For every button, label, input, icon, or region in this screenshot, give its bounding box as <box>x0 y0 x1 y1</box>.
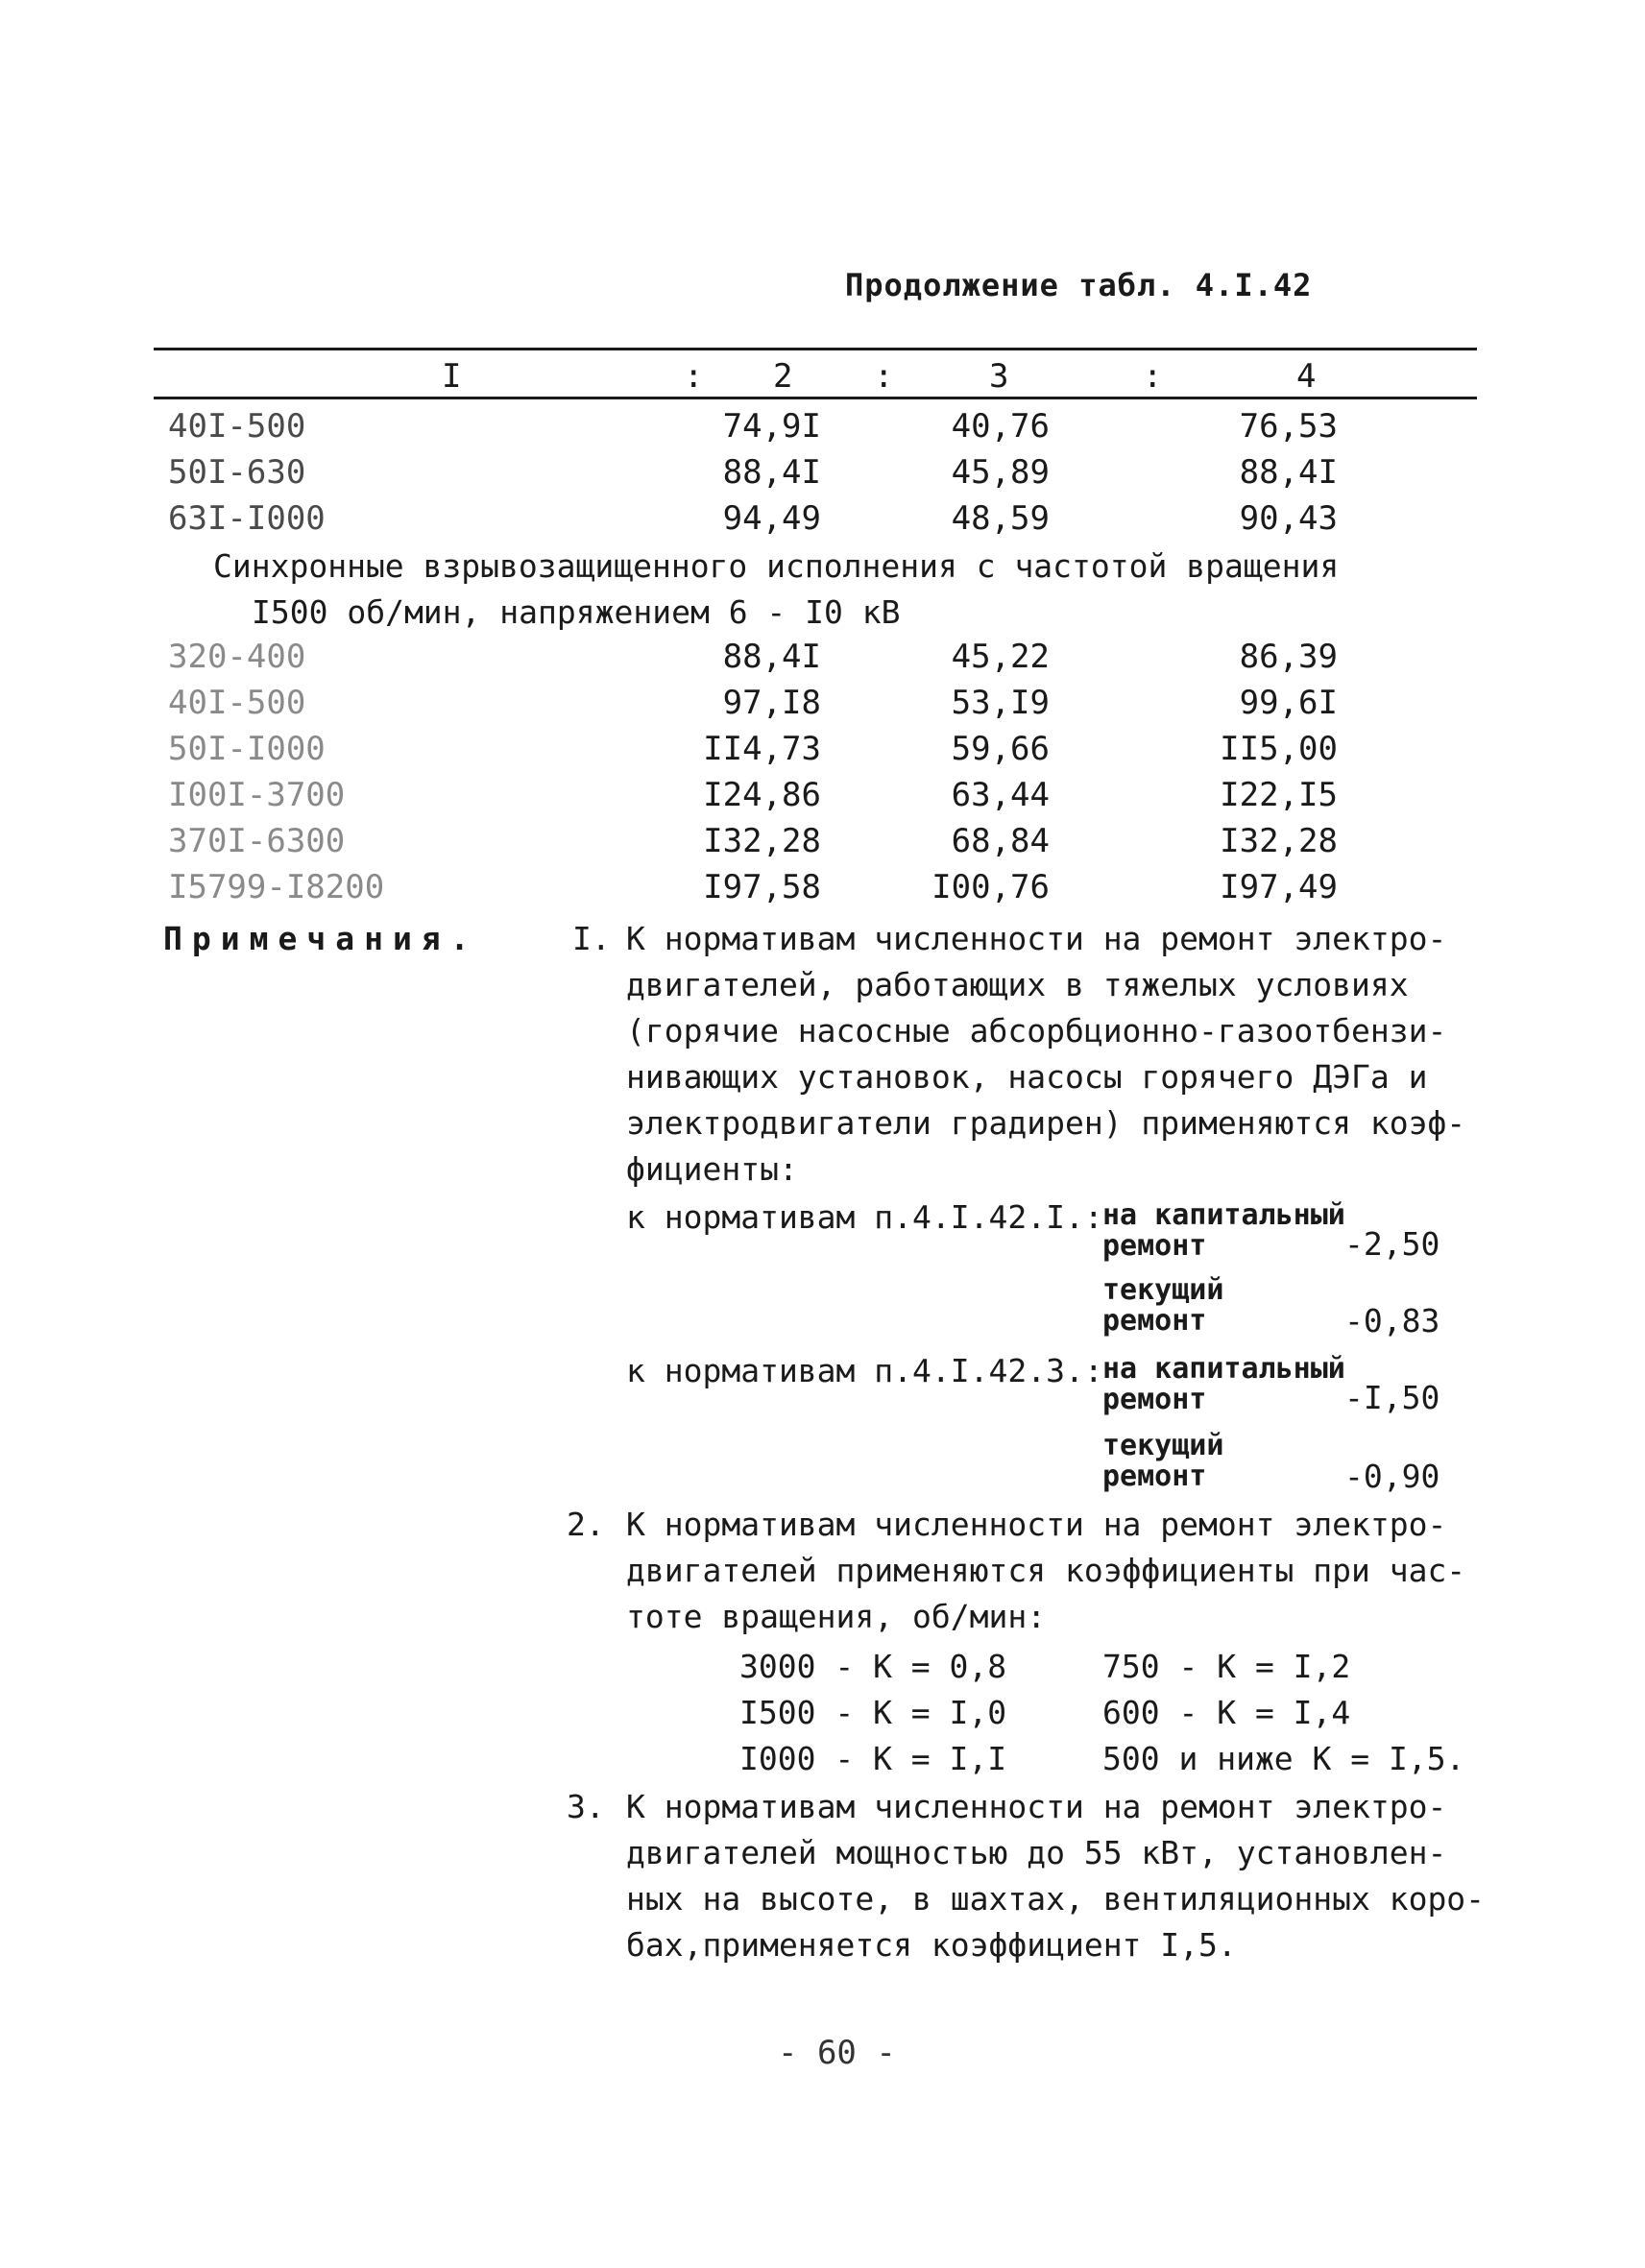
note3-number: 3. <box>567 1788 605 1825</box>
capital-repair-label: на капитальный <box>1102 1352 1345 1386</box>
header-col4: 4 <box>1296 357 1317 396</box>
row-col3: 45,22 <box>951 638 1050 676</box>
note1-line: К нормативам численности на ремонт электро- <box>626 920 1447 957</box>
row-col3: I00,76 <box>931 868 1050 906</box>
row-range: I5799-I8200 <box>168 868 385 906</box>
row-col2: 88,4I <box>722 638 821 676</box>
row-range: I00I-3700 <box>168 776 346 814</box>
header-col3: 3 <box>989 357 1009 396</box>
note1-line: фициенты: <box>626 1150 798 1188</box>
row-col2: I97,58 <box>703 868 821 906</box>
note1-number: I. <box>572 920 611 957</box>
row-col4: 86,39 <box>1239 638 1338 676</box>
row-col4: II5,00 <box>1220 730 1338 768</box>
coef-value: -0,83 <box>1344 1302 1440 1339</box>
note3-line: бах,применяется коэффициент I,5. <box>626 1926 1237 1964</box>
row-range: 63I-I000 <box>168 499 326 538</box>
capital-repair-label: ремонт <box>1102 1383 1207 1416</box>
row-col2: I24,86 <box>703 776 821 814</box>
row-col4: 76,53 <box>1239 407 1338 446</box>
header-sep: : <box>1143 357 1163 396</box>
coef-value: -I,50 <box>1344 1379 1440 1416</box>
note3-line: ных на высоте, в шахтах, вентиляционных коро- <box>626 1880 1486 1918</box>
speed-coef-left: I000 - К = I,I <box>739 1740 1007 1777</box>
section-title-line1: Синхронные взрывозащищенного исполнения с частотой вращения <box>213 547 1340 585</box>
note2-number: 2. <box>567 1506 605 1543</box>
row-col3: 63,44 <box>951 776 1050 814</box>
row-col3: 45,89 <box>951 453 1050 492</box>
row-range: 50I-I000 <box>168 730 326 768</box>
coef-value: -0,90 <box>1344 1458 1440 1495</box>
table-row <box>0 407 1645 453</box>
note3-line: К нормативам численности на ремонт электро- <box>626 1788 1447 1825</box>
speed-coef-left: I500 - К = I,0 <box>739 1694 1007 1731</box>
note3-line: двигателей мощностью до 55 кВт, установлен- <box>626 1834 1447 1871</box>
note2-line: тоте вращения, об/мин: <box>626 1598 1047 1635</box>
row-col4: I97,49 <box>1220 868 1338 906</box>
table-row <box>0 868 1645 914</box>
table-row <box>0 822 1645 868</box>
row-col4: 88,4I <box>1239 453 1338 492</box>
row-col2: 74,9I <box>722 407 821 446</box>
coef-ref-label: к нормативам п.4.I.42.3.: <box>626 1352 1103 1389</box>
row-range: 50I-630 <box>168 453 306 492</box>
row-col2: I32,28 <box>703 822 821 860</box>
capital-repair-label: ремонт <box>1102 1229 1207 1263</box>
speed-coef-right: 600 - К = I,4 <box>1102 1694 1351 1731</box>
speed-coef-right: 750 - К = I,2 <box>1102 1648 1351 1685</box>
header-sep: : <box>874 357 894 396</box>
row-col4: 99,6I <box>1239 684 1338 722</box>
header-sep: : <box>684 357 704 396</box>
capital-repair-label: на капитальный <box>1102 1198 1345 1232</box>
current-repair-label: ремонт <box>1102 1460 1207 1493</box>
row-range: 40I-500 <box>168 684 306 722</box>
table-row <box>0 730 1645 776</box>
coef-ref-label: к нормативам п.4.I.42.I.: <box>626 1198 1103 1236</box>
speed-coef-right: 500 и ниже К = I,5. <box>1102 1740 1465 1777</box>
row-col2: 88,4I <box>722 453 821 492</box>
row-col3: 59,66 <box>951 730 1050 768</box>
section-title-line2: I500 об/мин, напряжением 6 - I0 кВ <box>252 593 901 631</box>
notes-heading: Примечания. <box>163 920 479 957</box>
row-col4: I32,28 <box>1220 822 1338 860</box>
row-col2: 97,I8 <box>722 684 821 722</box>
table-caption: Продолжение табл. 4.I.42 <box>845 267 1313 303</box>
row-range: 370I-6300 <box>168 822 346 860</box>
note1-line: электродвигатели градирен) применяются коэф- <box>626 1104 1466 1142</box>
row-col2: II4,73 <box>703 730 821 768</box>
page-number: - 60 - <box>778 2034 896 2072</box>
row-col3: 53,I9 <box>951 684 1050 722</box>
table-row <box>0 776 1645 822</box>
note2-line: К нормативам численности на ремонт электро- <box>626 1506 1447 1543</box>
current-repair-label: текущий <box>1102 1273 1224 1307</box>
row-col3: 48,59 <box>951 499 1050 538</box>
table-header-rule <box>154 397 1477 399</box>
note1-line: (горячие насосные абсорбционно-газоотбензи- <box>626 1012 1447 1050</box>
header-col2: 2 <box>773 357 793 396</box>
current-repair-label: ремонт <box>1102 1304 1207 1338</box>
table-row <box>0 684 1645 730</box>
table-top-rule <box>154 348 1477 350</box>
row-col3: 68,84 <box>951 822 1050 860</box>
note2-line: двигателей применяются коэффициенты при час- <box>626 1552 1466 1589</box>
row-col4: I22,I5 <box>1220 776 1338 814</box>
row-range: 40I-500 <box>168 407 306 446</box>
row-col4: 90,43 <box>1239 499 1338 538</box>
header-col1: I <box>442 357 462 396</box>
row-range: 320-400 <box>168 638 306 676</box>
note1-line: двигателей, работающих в тяжелых условиях <box>626 966 1409 1003</box>
current-repair-label: текущий <box>1102 1429 1224 1462</box>
coef-value: -2,50 <box>1344 1225 1440 1263</box>
speed-coef-left: 3000 - К = 0,8 <box>739 1648 1007 1685</box>
section-title <box>213 543 1462 636</box>
note1-line: нивающих установок, насосы горячего ДЭГа и <box>626 1058 1428 1096</box>
table-row <box>0 638 1645 684</box>
table-row <box>0 499 1645 545</box>
row-col3: 40,76 <box>951 407 1050 446</box>
row-col2: 94,49 <box>722 499 821 538</box>
table-row <box>0 453 1645 499</box>
